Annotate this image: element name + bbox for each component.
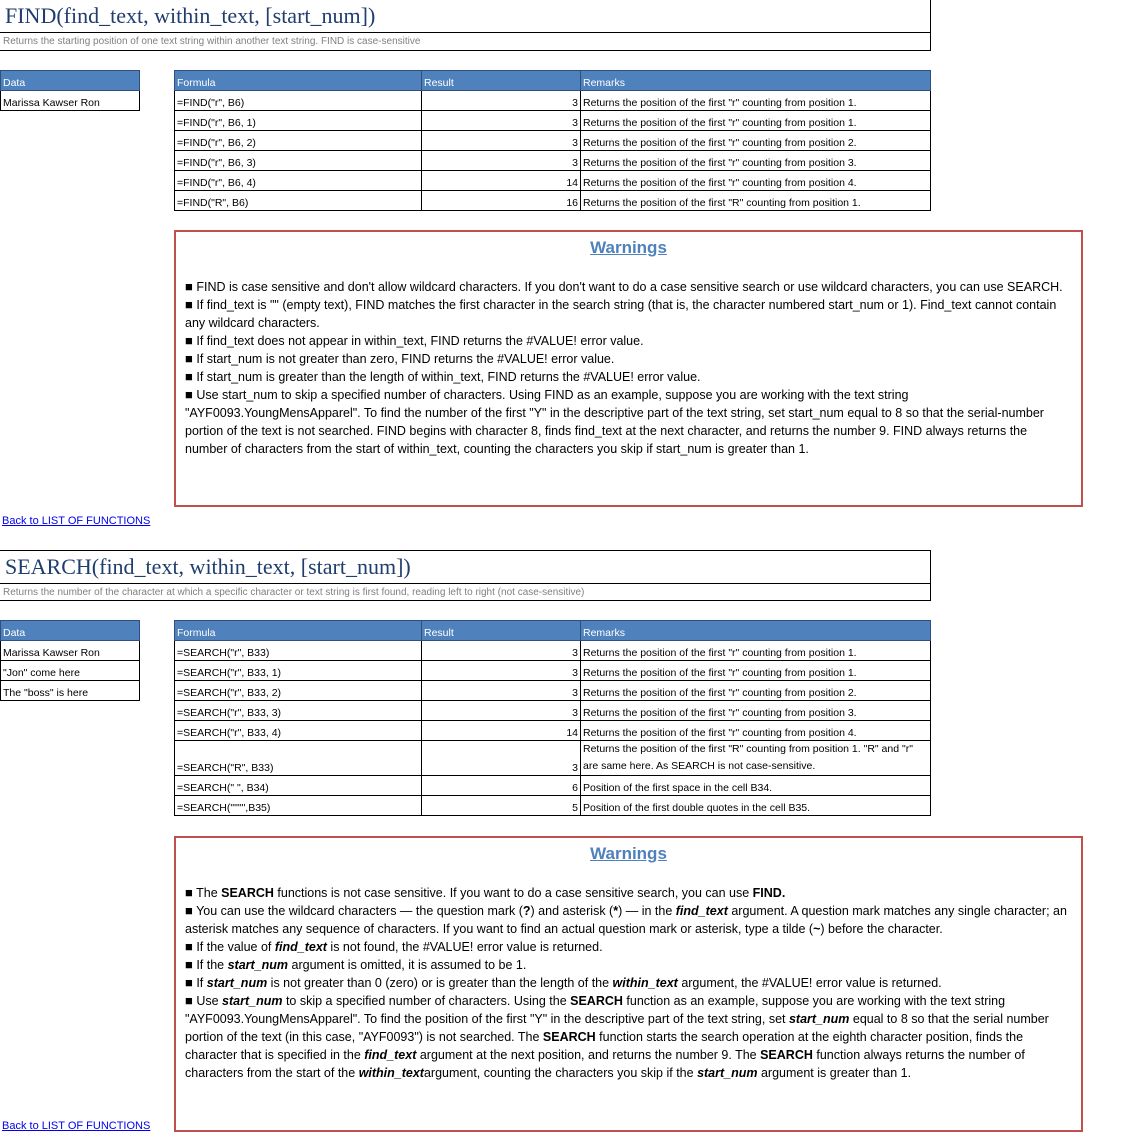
square-bullet-icon: ■: [185, 939, 193, 954]
remarks-cell[interactable]: Position of the first space in the cell B34.: [581, 776, 931, 796]
table-row: [175, 151, 931, 171]
table-row: [175, 641, 931, 661]
back-to-list-link[interactable]: Back to LIST OF FUNCTIONS: [2, 1120, 151, 1132]
result-cell[interactable]: 5: [422, 796, 581, 816]
formula-cell[interactable]: =SEARCH("""",B35): [175, 796, 422, 816]
search-subtitle: Returns the number of the character at which a specific character or text string is first found, reading left to right (not case-sensitive): [3, 587, 585, 598]
formula-cell[interactable]: =SEARCH("r", B33, 4): [175, 721, 422, 741]
search-formula-table: [174, 620, 931, 816]
find-subtitle: Returns the starting position of one text string within another text string. FIND is case-sensitive: [3, 36, 421, 47]
square-bullet-icon: ■: [185, 351, 193, 366]
table-row: [175, 111, 931, 131]
warnings-title: Warnings: [590, 844, 667, 863]
result-cell[interactable]: 3: [422, 131, 581, 151]
search-data-table: [0, 620, 140, 701]
data-cell[interactable]: Marissa Kawser Ron: [1, 641, 140, 661]
table-row: [175, 741, 931, 776]
remarks-header: Remarks: [581, 621, 931, 641]
formula-cell[interactable]: =FIND("r", B6, 2): [175, 131, 422, 151]
result-header: Result: [422, 71, 581, 91]
square-bullet-icon: ■: [185, 387, 193, 402]
data-cell[interactable]: The "boss" is here: [1, 681, 140, 701]
find-data-table: [0, 70, 140, 111]
result-cell[interactable]: 3: [422, 641, 581, 661]
warning-item: ■ If start_num is not greater than zero, FIND returns the #VALUE! error value.: [185, 351, 615, 366]
remarks-cell[interactable]: Returns the position of the first "r" counting from position 1.: [581, 91, 931, 111]
square-bullet-icon: ■: [185, 279, 193, 294]
table-row: [175, 721, 931, 741]
table-row: [175, 681, 931, 701]
find-title-box: [0, 0, 931, 51]
formula-cell[interactable]: =SEARCH("r", B33, 3): [175, 701, 422, 721]
remarks-cell[interactable]: Returns the position of the first "r" counting from position 1.: [581, 661, 931, 681]
formula-cell[interactable]: =FIND("R", B6): [175, 191, 422, 211]
data-header: Data: [1, 621, 140, 641]
warning-item: ■ If start_num is greater than the length of within_text, FIND returns the #VALUE! error value.: [185, 369, 701, 384]
square-bullet-icon: ■: [185, 297, 193, 312]
result-cell[interactable]: 6: [422, 776, 581, 796]
warning-item: ■ If the value of find_text is not found, the #VALUE! error value is returned.: [185, 939, 603, 954]
result-header: Result: [422, 621, 581, 641]
warnings-title: Warnings: [590, 238, 667, 257]
find-title: FIND(find_text, within_text, [start_num]): [5, 3, 376, 28]
remarks-cell[interactable]: Position of the first double quotes in the cell B35.: [581, 796, 931, 816]
warning-item: ■ Use start_num to skip a specified number of characters. Using FIND as an example, suppose you are working with the text string "AYF0093.YoungMensApparel". To find the number of the first "Y" in the descriptive part of the text string, set start_num equal to 8 so that the serial-number portion of the text is not searched. FIND begins with character 8, finds find_text at the next character, and returns the number 9. FIND always returns the number of characters from the start of within_text, counting the characters you skip if start_num is greater than 1.: [185, 387, 1044, 456]
formula-cell[interactable]: =FIND("r", B6, 3): [175, 151, 422, 171]
formula-cell[interactable]: =SEARCH(" ", B34): [175, 776, 422, 796]
formula-cell[interactable]: =SEARCH("r", B33, 1): [175, 661, 422, 681]
remarks-cell[interactable]: Returns the position of the first "r" counting from position 4.: [581, 171, 931, 191]
warning-item: ■ The SEARCH functions is not case sensitive. If you want to do a case sensitive search, you can use FIND.: [185, 885, 786, 900]
result-cell[interactable]: 3: [422, 661, 581, 681]
warning-item: ■ You can use the wildcard characters — the question mark (?) and asterisk (*) — in the find_text argument. A question mark matches any single character; an asterisk matches any sequence of characters. If you want to find an actual question mark or asterisk, type a tilde (~) before the character.: [185, 903, 1067, 936]
find-title-divider: [0, 32, 930, 33]
remarks-cell[interactable]: Returns the position of the first "R" counting from position 1.: [581, 191, 931, 211]
warning-item: ■ Use start_num to skip a specified number of characters. Using the SEARCH function as an example, suppose you are working with the text string "AYF0093.YoungMensApparel". To find the position of the first "Y" in the descriptive part of the text string, set start_num equal to 8 so that the serial number portion of the text (in this case, "AYF0093") is not searched. The SEARCH function starts the search operation at the eighth character position, finds the character that is specified in the find_text argument at the next position, and returns the number 9. The SEARCH function always returns the number of characters from the start of the within_textargument, counting the characters you skip if the start_num argument is greater than 1.: [185, 993, 1049, 1080]
warning-item: ■ If the start_num argument is omitted, it is assumed to be 1.: [185, 957, 527, 972]
formula-cell[interactable]: =SEARCH("r", B33): [175, 641, 422, 661]
search-title-box: [0, 550, 931, 601]
table-row: [175, 91, 931, 111]
square-bullet-icon: ■: [185, 885, 193, 900]
table-row: [175, 776, 931, 796]
warning-item: ■ If find_text does not appear in within_text, FIND returns the #VALUE! error value.: [185, 333, 644, 348]
search-warnings-list: [185, 884, 1069, 1082]
remarks-cell[interactable]: Returns the position of the first "r" counting from position 3.: [581, 151, 931, 171]
formula-cell[interactable]: =SEARCH("r", B33, 2): [175, 681, 422, 701]
search-title-divider: [0, 583, 930, 584]
table-row: [175, 661, 931, 681]
remarks-cell[interactable]: Returns the position of the first "R" counting from position 1. "R" and "r" are same here. As SEARCH is not case-sensitive.: [581, 741, 931, 776]
result-cell[interactable]: 16: [422, 191, 581, 211]
data-cell[interactable]: "Jon" come here: [1, 661, 140, 681]
remarks-cell[interactable]: Returns the position of the first "r" counting from position 3.: [581, 701, 931, 721]
formula-cell[interactable]: =FIND("r", B6, 4): [175, 171, 422, 191]
square-bullet-icon: ■: [185, 903, 193, 918]
table-row: [175, 191, 931, 211]
result-cell[interactable]: 14: [422, 171, 581, 191]
search-warnings-box: [174, 836, 1083, 1132]
data-cell[interactable]: Marissa Kawser Ron: [1, 91, 140, 111]
result-cell[interactable]: 14: [422, 721, 581, 741]
formula-cell[interactable]: =FIND("r", B6): [175, 91, 422, 111]
result-cell[interactable]: 3: [422, 701, 581, 721]
formula-header: Formula: [175, 621, 422, 641]
result-cell[interactable]: 3: [422, 681, 581, 701]
formula-header: Formula: [175, 71, 422, 91]
square-bullet-icon: ■: [185, 975, 193, 990]
formula-cell[interactable]: =SEARCH("R", B33): [175, 741, 422, 776]
warning-item: ■ If start_num is not greater than 0 (zero) or is greater than the length of the within_text argument, the #VALUE! error value is returned.: [185, 975, 942, 990]
back-to-list-link[interactable]: Back to LIST OF FUNCTIONS: [2, 515, 151, 527]
warning-item: ■ If find_text is "" (empty text), FIND matches the first character in the search string (that is, the character numbered start_num or 1). Find_text cannot contain any wildcard characters.: [185, 297, 1057, 330]
remarks-header: Remarks: [581, 71, 931, 91]
square-bullet-icon: ■: [185, 957, 193, 972]
remarks-cell[interactable]: Returns the position of the first "r" counting from position 1.: [581, 641, 931, 661]
table-row: [175, 131, 931, 151]
result-cell[interactable]: 3: [422, 91, 581, 111]
square-bullet-icon: ■: [185, 369, 193, 384]
square-bullet-icon: ■: [185, 993, 193, 1008]
data-header: Data: [1, 71, 140, 91]
remarks-cell[interactable]: Returns the position of the first "r" counting from position 2.: [581, 131, 931, 151]
warning-item: ■ FIND is case sensitive and don't allow wildcard characters. If you don't want to do a case sensitive search or use wildcard characters, you can use SEARCH.: [185, 279, 1063, 294]
result-cell[interactable]: 3: [422, 741, 581, 776]
table-row: [175, 701, 931, 721]
table-row: [175, 171, 931, 191]
remarks-cell[interactable]: Returns the position of the first "r" counting from position 2.: [581, 681, 931, 701]
result-cell[interactable]: 3: [422, 151, 581, 171]
search-title: SEARCH(find_text, within_text, [start_num]): [5, 554, 411, 579]
remarks-cell[interactable]: Returns the position of the first "r" counting from position 1.: [581, 111, 931, 131]
find-warnings-box: [174, 230, 1083, 507]
find-formula-table: [174, 70, 931, 211]
result-cell[interactable]: 3: [422, 111, 581, 131]
formula-cell[interactable]: =FIND("r", B6, 1): [175, 111, 422, 131]
remarks-cell[interactable]: Returns the position of the first "r" counting from position 4.: [581, 721, 931, 741]
find-warnings-list: [185, 278, 1069, 458]
table-row: [175, 796, 931, 816]
square-bullet-icon: ■: [185, 333, 193, 348]
